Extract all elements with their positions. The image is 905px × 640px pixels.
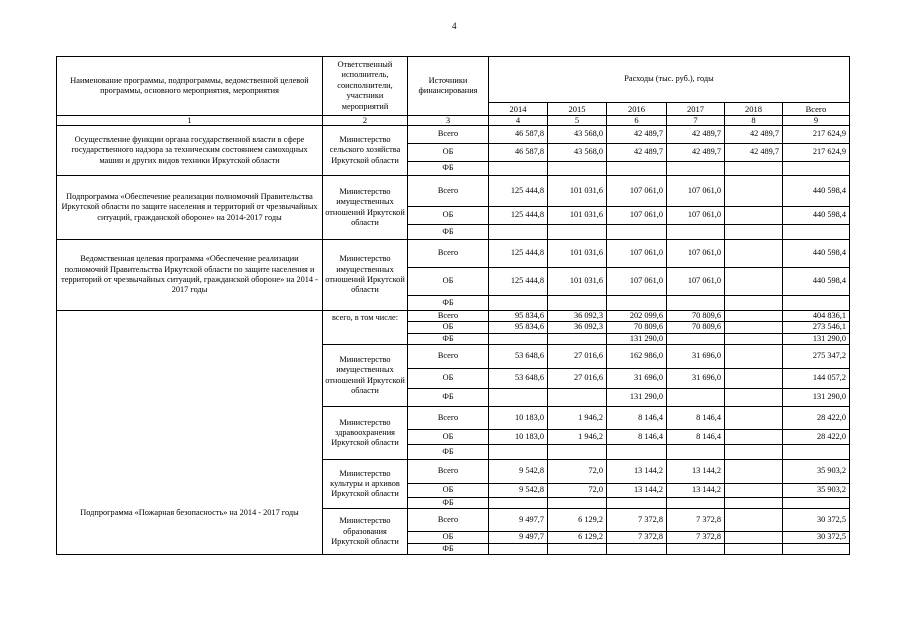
value-cell — [725, 445, 783, 460]
value-cell — [725, 430, 783, 445]
header-year: 2014 — [489, 103, 548, 116]
value-cell — [607, 225, 667, 240]
value-cell — [489, 333, 548, 344]
program-name-cell: Ведомственная целевая программа «Обеспечение реализации полномочий Правительства Иркутской области по защите населения и территорий от чрезвычайных ситуаций, гражданской обороне» на 2014 - 2017 годы — [57, 240, 323, 311]
header-total: Всего — [783, 103, 850, 116]
value-cell: 107 061,0 — [607, 176, 667, 207]
column-number: 5 — [548, 116, 607, 126]
value-cell: 125 444,8 — [489, 176, 548, 207]
value-cell — [489, 389, 548, 407]
value-cell — [725, 322, 783, 333]
value-cell: 10 183,0 — [489, 407, 548, 430]
value-cell: 36 092,3 — [548, 322, 607, 333]
value-cell: 107 061,0 — [667, 207, 725, 225]
header-sources: Источники финансирования — [408, 57, 489, 116]
value-cell: 46 587,8 — [489, 144, 548, 162]
column-number: 7 — [667, 116, 725, 126]
value-cell — [607, 498, 667, 509]
value-cell: 8 146,4 — [607, 430, 667, 445]
responsible-cell: Министерство здравоохранения Иркутской области — [323, 407, 408, 460]
value-cell: 72,0 — [548, 460, 607, 484]
value-cell — [667, 445, 725, 460]
value-cell — [725, 268, 783, 296]
value-cell: 43 568,0 — [548, 126, 607, 144]
header-year: 2018 — [725, 103, 783, 116]
total-cell: 30 372,5 — [783, 532, 850, 543]
source-cell: Всего — [408, 176, 489, 207]
header-year: 2017 — [667, 103, 725, 116]
value-cell — [667, 389, 725, 407]
value-cell: 1 946,2 — [548, 407, 607, 430]
value-cell: 27 016,6 — [548, 369, 607, 389]
total-cell: 28 422,0 — [783, 430, 850, 445]
source-cell: Всего — [408, 460, 489, 484]
value-cell: 6 129,2 — [548, 532, 607, 543]
source-cell: Всего — [408, 240, 489, 268]
value-cell: 13 144,2 — [607, 484, 667, 498]
total-cell: 217 624,9 — [783, 126, 850, 144]
total-cell: 273 546,1 — [783, 322, 850, 333]
value-cell: 8 146,4 — [667, 407, 725, 430]
value-cell — [489, 498, 548, 509]
column-number: 4 — [489, 116, 548, 126]
total-cell — [783, 445, 850, 460]
source-cell: Всего — [408, 126, 489, 144]
total-cell: 28 422,0 — [783, 407, 850, 430]
value-cell: 9 542,8 — [489, 484, 548, 498]
value-cell: 42 489,7 — [725, 126, 783, 144]
value-cell: 95 834,6 — [489, 322, 548, 333]
source-cell: ОБ — [408, 532, 489, 543]
value-cell — [489, 225, 548, 240]
value-cell — [667, 296, 725, 311]
value-cell: 131 290,0 — [607, 389, 667, 407]
value-cell: 13 144,2 — [607, 460, 667, 484]
table-row — [57, 240, 850, 268]
value-cell — [725, 225, 783, 240]
value-cell — [607, 296, 667, 311]
source-cell: ОБ — [408, 207, 489, 225]
page-number: 4 — [452, 21, 457, 31]
value-cell: 13 144,2 — [667, 460, 725, 484]
source-cell: ФБ — [408, 543, 489, 554]
value-cell: 125 444,8 — [489, 240, 548, 268]
source-cell: ФБ — [408, 498, 489, 509]
total-cell: 131 290,0 — [783, 389, 850, 407]
value-cell: 101 031,6 — [548, 176, 607, 207]
value-cell: 10 183,0 — [489, 430, 548, 445]
value-cell: 46 587,8 — [489, 126, 548, 144]
source-cell: ОБ — [408, 322, 489, 333]
total-cell: 440 598,4 — [783, 176, 850, 207]
total-cell: 35 903,2 — [783, 460, 850, 484]
value-cell — [667, 225, 725, 240]
value-cell — [725, 176, 783, 207]
responsible-cell: Министерство имущественных отношений Иркутской области — [323, 176, 408, 240]
value-cell — [725, 509, 783, 532]
total-cell — [783, 498, 850, 509]
value-cell: 42 489,7 — [667, 126, 725, 144]
source-cell: ОБ — [408, 144, 489, 162]
column-number: 6 — [607, 116, 667, 126]
source-cell: ОБ — [408, 484, 489, 498]
source-cell: Всего — [408, 509, 489, 532]
value-cell: 7 372,8 — [607, 532, 667, 543]
value-cell: 95 834,6 — [489, 311, 548, 322]
value-cell: 107 061,0 — [607, 207, 667, 225]
header-name: Наименование программы, подпрограммы, ведомственной целевой программы, основного мероприятия, мероприятия — [57, 57, 323, 116]
value-cell — [725, 333, 783, 344]
expenses-table — [56, 56, 850, 555]
value-cell — [667, 498, 725, 509]
responsible-cell: Министерство имущественных отношений Иркутской области — [323, 240, 408, 311]
value-cell — [489, 162, 548, 176]
value-cell: 101 031,6 — [548, 207, 607, 225]
value-cell: 31 696,0 — [667, 345, 725, 369]
value-cell — [725, 460, 783, 484]
value-cell: 101 031,6 — [548, 268, 607, 296]
value-cell: 7 372,8 — [667, 509, 725, 532]
value-cell — [725, 162, 783, 176]
table-row — [57, 126, 850, 144]
source-cell: ФБ — [408, 225, 489, 240]
value-cell: 42 489,7 — [607, 126, 667, 144]
value-cell — [725, 207, 783, 225]
total-cell: 440 598,4 — [783, 207, 850, 225]
total-cell — [783, 225, 850, 240]
value-cell: 8 146,4 — [667, 430, 725, 445]
value-cell — [489, 543, 548, 554]
value-cell — [607, 445, 667, 460]
value-cell: 202 099,6 — [607, 311, 667, 322]
value-cell: 9 497,7 — [489, 509, 548, 532]
value-cell — [548, 498, 607, 509]
total-cell — [783, 543, 850, 554]
value-cell: 125 444,8 — [489, 268, 548, 296]
value-cell: 8 146,4 — [607, 407, 667, 430]
value-cell: 42 489,7 — [607, 144, 667, 162]
value-cell: 107 061,0 — [607, 268, 667, 296]
value-cell — [725, 311, 783, 322]
value-cell — [667, 543, 725, 554]
value-cell: 6 129,2 — [548, 509, 607, 532]
value-cell — [548, 445, 607, 460]
value-cell: 42 489,7 — [667, 144, 725, 162]
total-cell: 440 598,4 — [783, 268, 850, 296]
value-cell — [607, 543, 667, 554]
column-number: 1 — [57, 116, 323, 126]
value-cell: 53 648,6 — [489, 345, 548, 369]
responsible-cell: всего, в том числе: — [323, 311, 408, 345]
responsible-cell: Министерство имущественных отношений Иркутской области — [323, 345, 408, 407]
value-cell: 27 016,6 — [548, 345, 607, 369]
source-cell: ОБ — [408, 430, 489, 445]
total-cell: 440 598,4 — [783, 240, 850, 268]
value-cell — [725, 532, 783, 543]
value-cell: 43 568,0 — [548, 144, 607, 162]
value-cell — [548, 296, 607, 311]
column-number: 2 — [323, 116, 408, 126]
value-cell: 101 031,6 — [548, 240, 607, 268]
total-cell: 275 347,2 — [783, 345, 850, 369]
value-cell: 70 809,6 — [667, 311, 725, 322]
total-cell: 144 057,2 — [783, 369, 850, 389]
table-row — [57, 311, 850, 322]
program-name-cell: Осуществление функции органа государственной власти в сфере государственного надзора за техническим состоянием самоходных машин и других видов техники Иркутской области — [57, 126, 323, 176]
total-cell: 35 903,2 — [783, 484, 850, 498]
value-cell: 9 497,7 — [489, 532, 548, 543]
value-cell — [548, 543, 607, 554]
value-cell — [548, 225, 607, 240]
value-cell: 162 986,0 — [607, 345, 667, 369]
program-name-cell: Подпрограмма «Обеспечение реализации полномочий Правительства Иркутской области по защите населения и территорий от чрезвычайных ситуаций, гражданской обороне» на 2014-2017 годы — [57, 176, 323, 240]
source-cell: ОБ — [408, 369, 489, 389]
value-cell — [725, 369, 783, 389]
value-cell — [489, 296, 548, 311]
source-cell: ФБ — [408, 162, 489, 176]
source-cell: ФБ — [408, 296, 489, 311]
value-cell — [725, 498, 783, 509]
value-cell: 7 372,8 — [607, 509, 667, 532]
value-cell: 36 092,3 — [548, 311, 607, 322]
total-cell: 30 372,5 — [783, 509, 850, 532]
responsible-cell: Министерство культуры и архивов Иркутской области — [323, 460, 408, 509]
source-cell: ОБ — [408, 268, 489, 296]
column-number: 9 — [783, 116, 850, 126]
value-cell: 131 290,0 — [607, 333, 667, 344]
header-year: 2015 — [548, 103, 607, 116]
value-cell: 13 144,2 — [667, 484, 725, 498]
source-cell: ФБ — [408, 445, 489, 460]
header-responsible: Ответственный исполнитель, соисполнители, участники мероприятий — [323, 57, 408, 116]
total-cell: 217 624,9 — [783, 144, 850, 162]
table-row — [57, 176, 850, 207]
header-year: 2016 — [607, 103, 667, 116]
total-cell: 131 290,0 — [783, 333, 850, 344]
value-cell — [725, 345, 783, 369]
value-cell — [607, 162, 667, 176]
value-cell: 125 444,8 — [489, 207, 548, 225]
program-name-cell: Подпрограмма «Пожарная безопасность» на 2014 - 2017 годы — [57, 311, 323, 555]
value-cell — [725, 484, 783, 498]
value-cell — [725, 389, 783, 407]
source-cell: Всего — [408, 345, 489, 369]
value-cell — [667, 333, 725, 344]
value-cell: 31 696,0 — [667, 369, 725, 389]
source-cell: ФБ — [408, 333, 489, 344]
source-cell: ФБ — [408, 389, 489, 407]
value-cell: 31 696,0 — [607, 369, 667, 389]
value-cell: 107 061,0 — [667, 268, 725, 296]
value-cell: 9 542,8 — [489, 460, 548, 484]
value-cell — [548, 162, 607, 176]
value-cell — [548, 389, 607, 407]
value-cell: 42 489,7 — [725, 144, 783, 162]
total-cell: 404 836,1 — [783, 311, 850, 322]
value-cell — [548, 333, 607, 344]
value-cell: 72,0 — [548, 484, 607, 498]
responsible-cell: Министерство образования Иркутской области — [323, 509, 408, 555]
value-cell: 70 809,6 — [607, 322, 667, 333]
value-cell — [667, 162, 725, 176]
value-cell: 107 061,0 — [607, 240, 667, 268]
value-cell: 70 809,6 — [667, 322, 725, 333]
value-cell — [489, 445, 548, 460]
column-number: 8 — [725, 116, 783, 126]
column-number: 3 — [408, 116, 489, 126]
total-cell — [783, 296, 850, 311]
header-expenses: Расходы (тыс. руб.), годы — [489, 57, 850, 103]
responsible-cell: Министерство сельского хозяйства Иркутской области — [323, 126, 408, 176]
value-cell — [725, 543, 783, 554]
source-cell: Всего — [408, 311, 489, 322]
value-cell: 53 648,6 — [489, 369, 548, 389]
total-cell — [783, 162, 850, 176]
value-cell — [725, 407, 783, 430]
value-cell: 7 372,8 — [667, 532, 725, 543]
source-cell: Всего — [408, 407, 489, 430]
value-cell: 107 061,0 — [667, 176, 725, 207]
value-cell: 1 946,2 — [548, 430, 607, 445]
value-cell — [725, 296, 783, 311]
value-cell: 107 061,0 — [667, 240, 725, 268]
value-cell — [725, 240, 783, 268]
